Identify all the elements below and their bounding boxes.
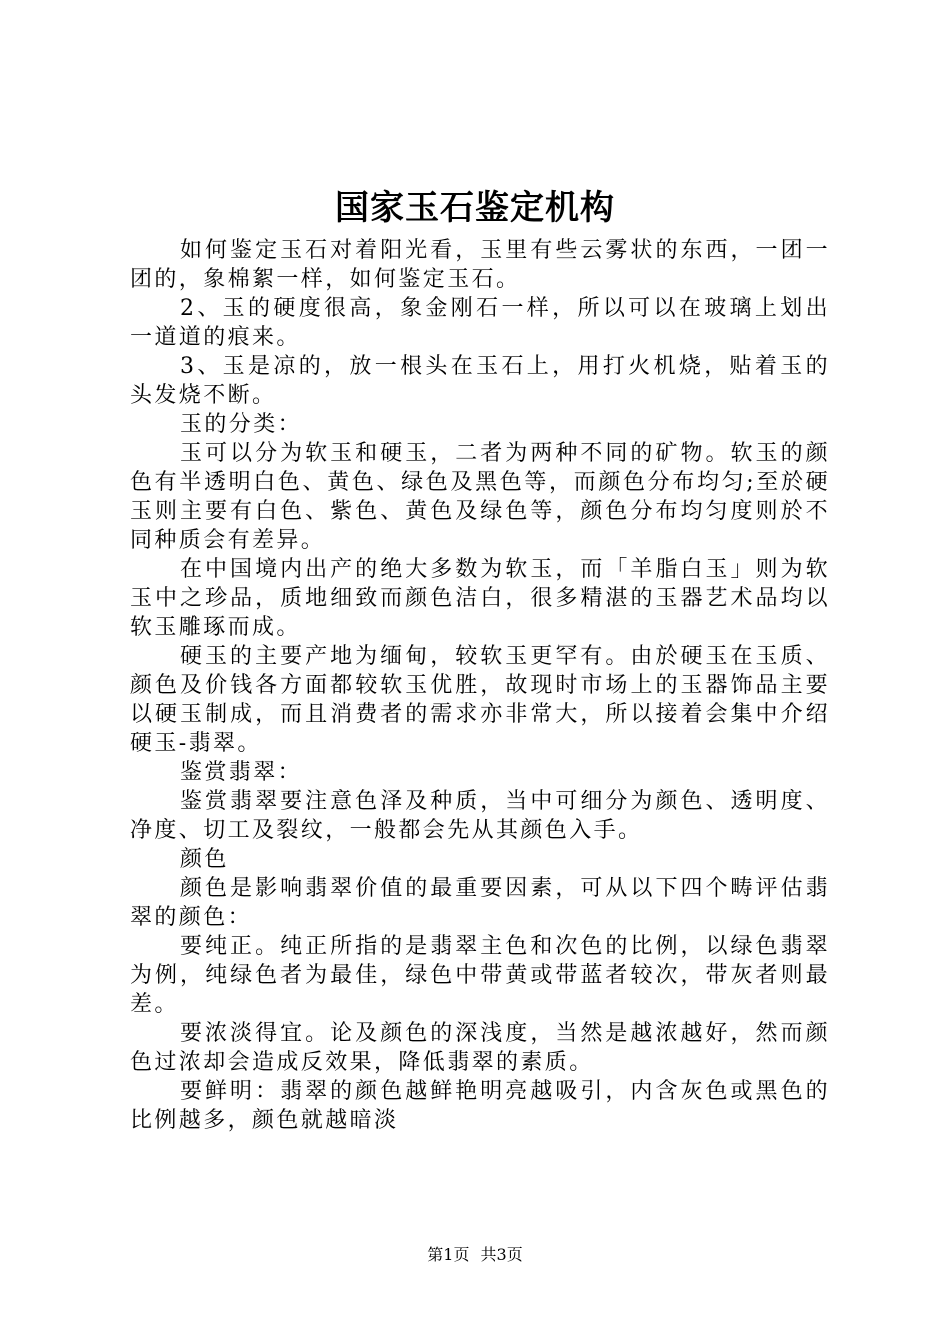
paragraph: 2、玉的硬度很高，象金刚石一样，所以可以在玻璃上划出一道道的痕来。 xyxy=(130,296,830,350)
paragraph: 颜色是影响翡翠价值的最重要因素，可从以下四个畴评估翡翠的颜色： xyxy=(130,876,830,930)
page-footer xyxy=(0,1244,950,1266)
paragraph: 3、玉是凉的，放一根头在玉石上，用打火机烧，贴着玉的头发烧不断。 xyxy=(130,354,830,408)
page-number: 第1页 xyxy=(427,1245,470,1264)
paragraph: 鉴赏翡翠要注意色泽及种质，当中可细分为颜色、透明度、净度、切工及裂纹，一般都会先从其颜色入手。 xyxy=(130,789,830,843)
paragraph: 要纯正。纯正所指的是翡翠主色和次色的比例，以绿色翡翠为例，纯绿色者为最佳，绿色中带黄或带蓝者较次，带灰者则最差。 xyxy=(130,934,830,1017)
paragraph: 如何鉴定玉石对着阳光看，玉里有些云雾状的东西，一团一团的，象棉絮一样，如何鉴定玉石。 xyxy=(130,238,830,292)
paragraph: 硬玉的主要产地为缅甸，较软玉更罕有。由於硬玉在玉质、颜色及价钱各方面都较软玉优胜，故现时市场上的玉器饰品主要以硬玉制成，而且消费者的需求亦非常大，所以接着会集中介绍硬玉-翡翠。 xyxy=(130,644,830,756)
page-total: 共3页 xyxy=(480,1245,523,1264)
section-heading: 玉的分类： xyxy=(180,412,303,437)
paragraph: 要鲜明：翡翠的颜色越鲜艳明亮越吸引，内含灰色或黑色的比例越多，颜色就越暗淡 xyxy=(130,1079,830,1133)
document-body xyxy=(130,236,830,1135)
document-title: 国家玉石鉴定机构 xyxy=(335,188,615,228)
paragraph: 玉可以分为软玉和硬玉，二者为两种不同的矿物。软玉的颜色有半透明白色、黄色、绿色及黑色等，而颜色分布均匀;至於硬玉则主要有白色、紫色、黄色及绿色等，颜色分布均匀度则於不同种质会有差异。 xyxy=(130,441,830,553)
paragraph: 要浓淡得宜。论及颜色的深浅度，当然是越浓越好，然而颜色过浓却会造成反效果，降低翡翠的素质。 xyxy=(130,1021,830,1075)
section-heading: 鉴赏翡翠： xyxy=(180,760,303,785)
paragraph: 在中国境内出产的绝大多数为软玉，而「羊脂白玉」则为软玉中之珍品，质地细致而颜色洁白，很多精湛的玉器艺术品均以软玉雕琢而成。 xyxy=(130,557,830,640)
section-heading: 颜色 xyxy=(180,847,229,872)
